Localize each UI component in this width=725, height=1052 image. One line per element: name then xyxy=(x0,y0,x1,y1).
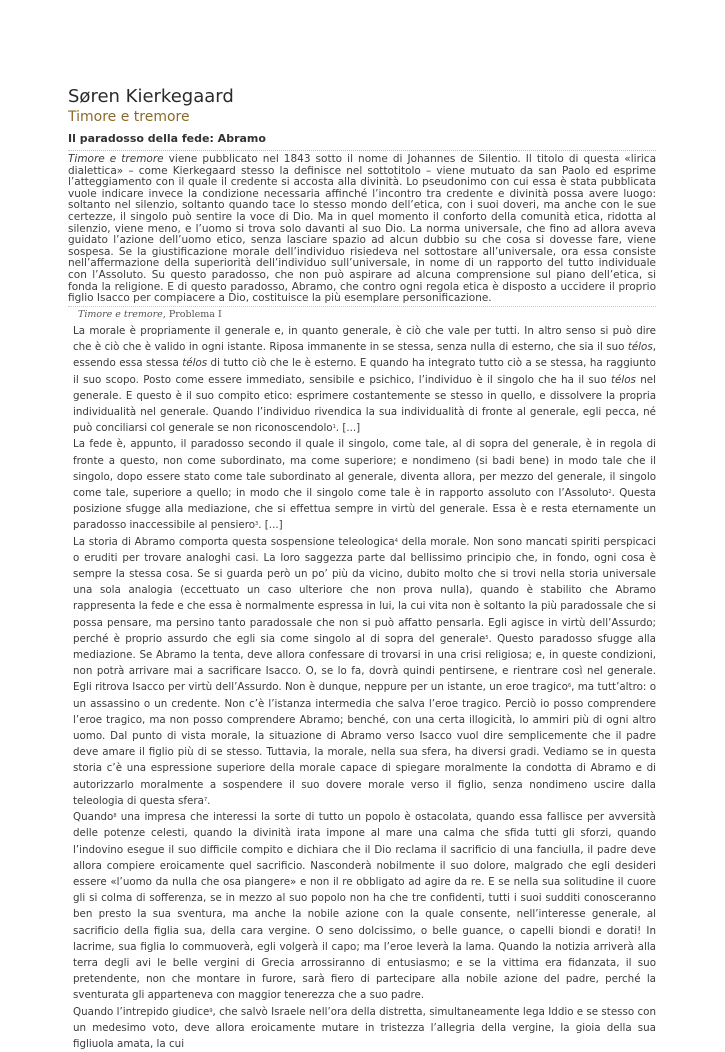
text-run: Quando xyxy=(73,811,114,824)
text-run: , essendo essa stessa xyxy=(73,341,656,370)
source-title: Timore e tremore xyxy=(78,309,163,320)
quote-paragraph xyxy=(73,1004,656,1052)
text-run: La storia di Abramo comporta questa sospensione teleologica xyxy=(73,535,395,548)
quote-paragraph xyxy=(73,436,656,533)
text-run: . [...] xyxy=(335,422,361,435)
footnote-marker: 6 xyxy=(567,683,572,690)
text-run: , che salvò Israele nell’ora della distretta, simultaneamente lega Iddio e se stesso con un medesimo voto, deve allora eroicamente mutare in tristezza l’allegria della vergine, la gioia della sua figliuola amata, la cui xyxy=(73,1005,656,1050)
text-run: . [...] xyxy=(258,519,283,532)
text-run: , ma tutt’altro: o un assassino o un credente. Non c’è l’istanza intermedia che salva l’eroe tragico. Perciò io posso comprendere l’eroe tragico, ma non posso comprendere Abramo; benché, con una certa illogicità, lo ammiri più di ogni altro uomo. Dal punto di vista morale, la situazione di Abramo verso Isacco vuol dire semplicemente che il padre deve amare il figlio più di se stesso. Tuttavia, la morale, nella sua sfera, ha diversi gradi. Vediamo se in questa storia c’è una espressione superiore della morale capace di spiegare moralmente la condotta di Abramo e di autorizzarlo moralmente a sospendere il suo dovere morale verso il figlio, senza nondimeno uscire dalla teleologia di questa sfera xyxy=(73,681,656,807)
work-subtitle: Timore e tremore xyxy=(68,109,190,125)
source-reference xyxy=(68,306,656,321)
text-run: . Questo paradosso sfugge alla mediazione. Se Abramo la tenta, deve allora confessare di trovarsi in una crisi religiosa; e, in queste condizioni, non potrà arrivare mai a sacrificare Isacco. O, se lo fa, dovrà quindi pentirsene, e rientrare così nel generale. Egli ritrova Isacco per virtù dell’Assurdo. Non è dunque, neppure per un istante, un eroe tragico xyxy=(73,632,656,694)
italic-term: télos xyxy=(182,357,208,370)
document-header xyxy=(68,86,656,151)
text-run: La fede è, appunto, il paradosso secondo il quale il singolo, come tale, al di sopra del generale, è in regola di fronte a questo, non come subordinato, ma come superiore; e nondimeno (si badi bene) in modo tale che il singolo, dopo essere stato come tale subordinato al generale, diventa allora, per mezzo del generale, il singolo come tale, superiore a quello; in modo che il singolo come tale è in rapporto assoluto con l’Assoluto xyxy=(73,438,656,500)
italic-term: télos xyxy=(627,341,653,354)
quote-paragraph xyxy=(73,323,656,436)
quote-paragraph xyxy=(73,534,656,809)
footnote-marker: 9 xyxy=(209,1007,213,1014)
footnote-marker: 4 xyxy=(394,537,398,544)
footnote-marker: 2 xyxy=(608,489,612,496)
footnote-marker: 7 xyxy=(203,796,208,803)
source-detail: , Problema I xyxy=(162,309,222,320)
text-run: Quando l’intrepido giudice xyxy=(73,1005,210,1018)
intro-text: viene pubblicato nel 1843 sotto il nome di Johannes de Silentio. Il titolo di questa «lirica dialettica» – come Kierkegaard stesso la definisce nel sottotitolo – viene mutuato da san Paolo ed esprime l’atteggiamento con il quale il credente si accosta alla divinità. Lo pseudonimo con cui essa è stata pubblicata vuole indicare invece la condizione necessaria affinché l’incontro tra credente e divinità possa avere luogo: soltanto nel silenzio, soltanto quando tace lo stesso mondo dell’etica, con i suoi doveri, ma anche con le sue certezze, il singolo può sentire la voce di Dio. Ma in quel momento il conforto della comunità etica, ridotta al silenzio, viene meno, e l’uomo si trova solo davanti al suo Dio. La norma universale, che fino ad allora aveva guidato l’azione dell’uomo etico, senza lasciare spazio ad alcun dubbio su che cosa si dovesse fare, viene sospesa. Se la giustificazione morale dell’individuo risiedeva nel sottostare all’universale, ora essa consiste nell’affermazione della superiorità dell’individuo sull’universale, in nome di un rapporto del tutto individuale con l’Assoluto. Su questo paradosso, che non può aspirare ad alcuna comprensione sul piano dell’etica, si fonda la religione. E di questo paradosso, Abramo, che contro ogni regola etica è disposto a uccidere il proprio figlio Isacco per compiacere a Dio, costituisce la più esemplare personificazione. xyxy=(68,153,657,305)
text-run: La morale è propriamente il generale e, in quanto generale, è ciò che vale per tutti. In altro senso si può dire che è ciò che è valido in ogni istante. Riposa immanente in se stessa, senza nulla di esterno, che sia il suo xyxy=(73,325,656,354)
author-title: Søren Kierkegaard xyxy=(68,86,234,107)
footnote-marker: 8 xyxy=(113,813,117,820)
italic-term: télos xyxy=(611,373,636,386)
text-run: della morale. Non sono mancati spiriti perspicaci o eruditi per trovare analoghi casi. La loro saggezza parte dal bellissimo principio che, in fondo, ogni cosa è sempre la stessa cosa. Se si guarda però un po’ più da vicino, dubito molto che si trovi nella storia universale una sola analogia (eccettuato un caso ulteriore che non prova nulla), quando è stabilito che Abramo rappresenta la fede e che essa è normalmente espressa in lui, la cui vita non è soltanto la più paradossale che si possa pensare, ma persino tanto paradossale che non si può affatto pensarla. Egli agisce in virtù dell’Assurdo; perché è proprio assurdo che egli sia come singolo al di sopra del generale xyxy=(73,535,657,645)
header-divider xyxy=(68,150,656,151)
text-run: . xyxy=(207,794,211,807)
footnote-marker: 1 xyxy=(332,424,336,431)
footnote-marker: 5 xyxy=(485,634,489,641)
footnote-marker: 3 xyxy=(255,521,259,528)
text-run: nel generale. E questo è il suo compito etico: esprimere costantemente se stesso in quello, e dissolvere la propria individualità nel generale. Quando l’individuo rivendica la sua individualità di fronte al generale, egli pecca, né può conciliarsi col generale se non riconoscendolo xyxy=(73,373,656,435)
quoted-text xyxy=(73,323,656,1052)
intro-work-title: Timore e tremore xyxy=(68,153,164,165)
text-run: una impresa che interessi la sorte di tutto un popolo è ostacolata, quando essa fallisce per avversità delle potenze celesti, quando la divinità irata impone al mare una calma che sfida tutti gli sforzi, quando l’indovino esegue il suo difficile compito e dichiara che il Dio reclama il sacrificio di una fanciulla, il padre deve allora compiere eroicamente quel sacrificio. Nasconderà nobilmente il suo dolore, malgrado che egli desideri essere «l’uomo da nulla che osa piangere» e non il re obbligato ad agire da re. E se nella sua solitudine il cuore gli si colma di sofferenza, se in mezzo al suo popolo non ha che tre confidenti, tutti i suoi sudditi conosceranno ben presto la sua sventura, ma anche la nobile azione con la quale consente, nell’interesse generale, al sacrificio della figlia sua, della cara vergine. O seno dolcissimo, o belle guance, o capelli biondi e dorati! In lacrime, sua figlia lo commuoverà, egli volgerà il capo; ma l’eroe leverà la lama. Quando la notizia arriverà alla terra degli avi le belle vergini di Grecia arrossiranno di entusiasmo; e se la vittima era fidanzata, il suo pretendente, non che montare in furore, sarà fiero di partecipare alla nobile azione del padre, perché la sventurata gli apparteneva con maggior tenerezza che a suo padre. xyxy=(73,811,656,1002)
text-run: di tutto ciò che le è esterno. E quando ha integrato tutto ciò a se stessa, ha raggiunto il suo scopo. Posto come essere immediato, sensibile e psichico, l’individuo è il singolo che ha il suo xyxy=(73,357,656,386)
intro-paragraph xyxy=(68,154,656,305)
section-heading: Il paradosso della fede: Abramo xyxy=(68,132,266,145)
quote-paragraph xyxy=(73,809,656,1003)
text-run: . Questa posizione sfugge alla mediazione, che si effettua sempre in virtù del generale. Essa è e resta eternamente un paradosso inaccessibile al pensiero xyxy=(73,487,656,532)
